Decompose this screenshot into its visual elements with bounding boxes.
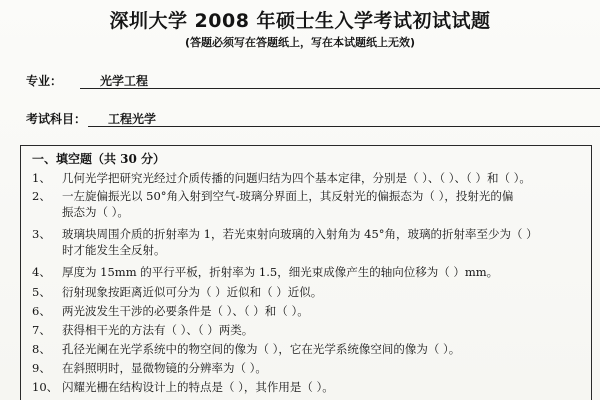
question-number: 7、 <box>32 323 51 337</box>
question-number: 3、 <box>32 227 51 241</box>
question-2 <box>32 188 513 220</box>
question-number: 6、 <box>32 304 51 318</box>
question-text: 厚度为 15mm 的平行平板，折射率为 1.5，细光束成像产生的轴向位移为（ ）mm。 <box>62 265 499 279</box>
major-field <box>26 72 600 89</box>
question-text: 闪耀光栅在结构设计上的特点是（ ），其作用是（ ）。 <box>62 380 334 394</box>
question-7 <box>32 322 253 338</box>
question-number: 4、 <box>32 265 51 279</box>
question-4 <box>32 264 498 280</box>
major-value: 光学工程 <box>80 74 600 89</box>
question-text: 孔径光阑在光学系统中的物空间的像为（ ），它在光学系统像空间的像为（ ）。 <box>62 342 461 356</box>
exam-instruction: (答题必须写在答题纸上，写在本试题纸上无效) <box>184 36 416 49</box>
question-text: 几何光学把研究光经过介质传播的问题归结为四个基本定律，分别是（ ）、（ ）、（ ）和（ ）。 <box>62 171 531 185</box>
question-text: 一左旋偏振光以 50°角入射到空气-玻璃分界面上，其反射光的偏振态为（ ），投射光的偏 <box>62 189 514 203</box>
question-1 <box>32 170 531 186</box>
question-number: 8、 <box>32 342 51 356</box>
section-heading: 一、填空题（共 30 分） <box>32 152 166 166</box>
subject-field <box>26 110 600 127</box>
question-10 <box>32 379 334 395</box>
question-8 <box>32 341 460 357</box>
subject-label: 考试科目： <box>26 112 87 126</box>
question-6 <box>32 303 309 319</box>
question-5 <box>32 284 322 300</box>
question-3 <box>32 226 538 258</box>
question-text-continued: 时才能发生全反射。 <box>62 243 166 257</box>
question-text: 在斜照明时，显微物镜的分辨率为（ ）。 <box>62 361 267 375</box>
question-text: 玻璃块周围介质的折射率为 1，若光束射向玻璃的入射角为 45°角，玻璃的折射率至少为（ ） <box>62 227 538 241</box>
question-number: 10、 <box>32 380 59 394</box>
question-text: 获得相干光的方法有（ ）、（ ）两类。 <box>62 323 254 337</box>
question-number: 5、 <box>32 285 51 299</box>
question-number: 1、 <box>32 171 51 185</box>
question-text: 两光波发生干涉的必要条件是（ ）、（ ）和（ ）。 <box>62 304 309 318</box>
subject-value: 工程光学 <box>88 112 600 127</box>
question-9 <box>32 360 267 376</box>
question-text-continued: 振态为（ ）。 <box>62 205 129 219</box>
major-label: 专业： <box>26 74 63 88</box>
question-text: 衍射现象按距离近似可分为（ ）近似和（ ）近似。 <box>62 285 323 299</box>
question-number: 2、 <box>32 189 51 203</box>
question-number: 9、 <box>32 361 51 375</box>
exam-title: 深圳大学 2008 年硕士生入学考试初试试题 <box>109 10 491 32</box>
